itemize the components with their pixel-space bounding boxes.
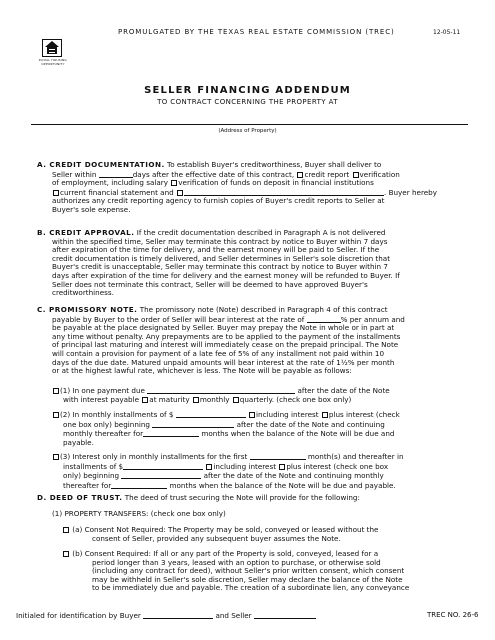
option-3-months-field[interactable]: [111, 481, 167, 489]
monthly-checkbox[interactable]: [193, 397, 199, 403]
section-b-heading: B. CREDIT APPROVAL.: [37, 228, 135, 237]
option-3-plus-interest-checkbox[interactable]: [279, 464, 285, 470]
section-b: B. CREDIT APPROVAL. If the credit documentation described in Paragraph A is not delivered within the specified time, Seller may terminate this contract by notice to Buyer within 7 days after expiration of the time for delivery, and the earnest money will be paid to Seller. If the credit documentation is timely delivered, and Seller determines in Seller's sole discretion that Buyer's credit is unacceptable, Seller may terminate this contract by notice to Buyer within 7 days after expiration of the time for delivery and the earnest money will be refunded to Buyer. If Seller does not terminate this contract, Seller will be deemed to have approved Buyer's creditworthiness.: [37, 228, 400, 298]
promulgated-notice: PROMULGATED BY THE TEXAS REAL ESTATE COMMISSION (TREC): [118, 28, 395, 36]
at-maturity-checkbox[interactable]: [142, 397, 148, 403]
option-3-installment-amount-field[interactable]: [123, 462, 203, 470]
initials-line: Initialed for identification by Buyer and Seller: [16, 611, 316, 620]
buyer-initials-field[interactable]: [143, 611, 213, 619]
option-2-plus-interest-checkbox[interactable]: [322, 412, 328, 418]
payment-option-3: (3) Interest only in monthly installments for the first month(s) and thereafter in installments of $ including interest plus interest (check one box only) beginning after the date of the Note and continuing monthly thereafter for months when the balance of the Note will be due and payable.: [52, 452, 404, 490]
other-docs-checkbox[interactable]: [177, 190, 183, 196]
interest-only-months-field[interactable]: [250, 452, 306, 460]
address-field[interactable]: [31, 124, 468, 125]
payment-option-2: (2) In monthly installments of $ including interest plus interest (check one box only) beginning after the date of the Note and continuing monthly thereafter for months when the balance of the Note will be due and payable.: [52, 410, 400, 447]
verification-funds-checkbox[interactable]: [171, 180, 177, 186]
section-d-heading: D. DEED OF TRUST.: [37, 493, 123, 502]
equal-housing-text: EQUAL HOUSING OPPORTUNITY: [39, 58, 67, 66]
other-docs-field[interactable]: [184, 188, 384, 196]
option-1-checkbox[interactable]: [53, 388, 59, 394]
section-c-heading: C. PROMISSORY NOTE.: [37, 305, 138, 314]
interest-rate-field[interactable]: [307, 315, 341, 323]
option-3-checkbox[interactable]: [53, 454, 59, 460]
section-c: C. PROMISSORY NOTE. The promissory note (Note) described in Paragraph 4 of this contract payable by Buyer to the order of Seller will bear interest at the rate of % per annum and be payable at the place designated by Seller. Buyer may prepay the Note in whole or in part at any time without penalty. Any prepayments are to be applied to the payment of the installments of principal last maturing and interest will immediately cease on the prepaid principal. The Note will contain a provision for payment of a late fee of 5% of any installment not paid within 10 days of the due date. Matured unpaid amounts will bear interest at the rate of 1½% per month or at the highest lawful rate, whichever is less. The Note will be payable as follows:: [37, 305, 405, 376]
payment-option-1: (1) In one payment due after the date of the Note with interest payable at maturity monthly quarterly. (check one box only): [52, 386, 390, 404]
days-field[interactable]: [99, 170, 133, 178]
section-a-heading: A. CREDIT DOCUMENTATION.: [37, 160, 165, 169]
consent-not-required: (a) Consent Not Required: The Property may be sold, conveyed or leased without the consent of Seller, provided any subsequent buyer assumes the Note.: [62, 526, 378, 543]
section-d: D. DEED OF TRUST. The deed of trust securing the Note will provide for the following:: [37, 493, 360, 502]
seller-initials-field[interactable]: [254, 611, 316, 619]
verification-employment-checkbox[interactable]: [353, 172, 359, 178]
credit-report-checkbox[interactable]: [297, 172, 303, 178]
option-2-checkbox[interactable]: [53, 412, 59, 418]
option-2-including-interest-checkbox[interactable]: [249, 412, 255, 418]
consent-not-required-checkbox[interactable]: [63, 527, 69, 533]
one-payment-due-field[interactable]: [147, 386, 295, 394]
page-subtitle: TO CONTRACT CONCERNING THE PROPERTY AT: [157, 98, 338, 106]
option-2-beginning-field[interactable]: [152, 420, 234, 428]
section-a: A. CREDIT DOCUMENTATION. To establish Buyer's creditworthiness, Buyer shall deliver to Seller within days after the effective date of this contract, credit report verification of employment, including salary verification of funds on deposit in financial institutions current financial statement and . Buyer hereby authorizes any credit reporting agency to furnish copies of Buyer's credit reports to Seller at Buyer's sole expense.: [37, 160, 437, 214]
option-2-months-field[interactable]: [143, 429, 199, 437]
option-3-including-interest-checkbox[interactable]: [206, 464, 212, 470]
consent-required: (b) Consent Required: If all or any part of the Property is sold, conveyed, leased for a period longer than 3 years, leased with an option to purchase, or otherwise sold (including any contract for deed), without Seller's prior written consent, which consent may be withheld in Seller's sole discretion, Seller may declare the balance of the Note to be immediately due and payable. The creation of a subordinate lien, any conveyance: [62, 550, 409, 593]
property-transfers-label: (1) PROPERTY TRANSFERS: (check one box only): [52, 509, 226, 518]
quarterly-checkbox[interactable]: [233, 397, 239, 403]
address-label: (Address of Property): [218, 128, 277, 134]
page-title: SELLER FINANCING ADDENDUM: [144, 85, 351, 96]
equal-housing-logo-icon: [42, 39, 62, 57]
form-number: TREC NO. 26-6: [427, 611, 479, 619]
monthly-installment-amount-field[interactable]: [176, 410, 246, 418]
form-date: 12-05-11: [433, 29, 461, 36]
consent-required-checkbox[interactable]: [63, 551, 69, 557]
option-3-beginning-field[interactable]: [121, 471, 201, 479]
financial-statement-checkbox[interactable]: [53, 190, 59, 196]
